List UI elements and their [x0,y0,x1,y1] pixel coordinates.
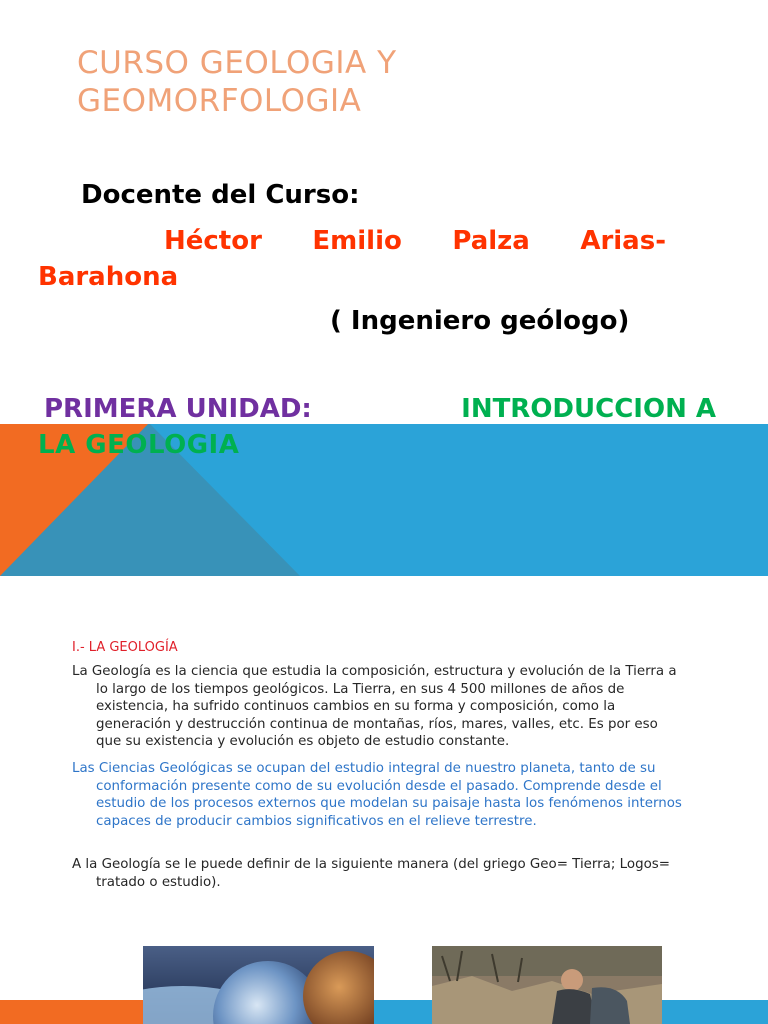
unit-label: PRIMERA UNIDAD: [44,394,312,424]
name-word: Emilio [312,226,402,256]
name-word: Arias- [580,226,666,256]
paragraph-geologia: La Geología es la ciencia que estudia la composición, estructura y evolución de la Tierra a lo largo de los tiempos geológicos. La Tierra, en sus 4 500 millones de años de existencia, ha sufrido continuos cambios en su forma y composición, como la generación y destrucción continua de montañas, ríos, mares, valles, etc. Es por eso que su existencia y evolución es objeto de estudio constante. [72,664,677,750]
instructor-role: ( Ingeniero geólogo) [330,306,630,336]
geologist-field-image [432,946,662,1024]
unit-title-part1: INTRODUCCION A [461,394,716,424]
instructor-name-line2: Barahona [38,262,179,292]
paragraph-ciencias: Las Ciencias Geológicas se ocupan del estudio integral de nuestro planeta, tanto de su conformación presente como de su evolución desde el pasado. Comprende desde el estudio de los procesos externos que modelan su paisaje hasta los fenómenos internos capaces de producir cambios significativos en el relieve terrestre. [72,761,682,829]
name-word: Héctor [164,226,262,256]
bottom-band-blue [374,1000,432,1024]
earth-planets-image [143,946,374,1024]
slide-2 [0,576,768,1024]
instructor-name-line1 [38,226,666,256]
paragraph-definicion: A la Geología se le puede definir de la siguiente manera (del griego Geo= Tierra; Logos= tratado o estudio). [72,857,670,890]
bottom-band-orange [0,1000,148,1024]
unit-title-part2: LA GEOLOGIA [38,430,240,460]
unit-heading [44,394,716,424]
name-word: Palza [452,226,530,256]
course-title: CURSO GEOLOGIA Y GEOMORFOLOGIA [77,45,397,119]
section-heading: I.- LA GEOLOGÍA [72,640,178,655]
bottom-band-blue-right [662,1000,768,1024]
docente-label: Docente del Curso: [81,180,360,210]
